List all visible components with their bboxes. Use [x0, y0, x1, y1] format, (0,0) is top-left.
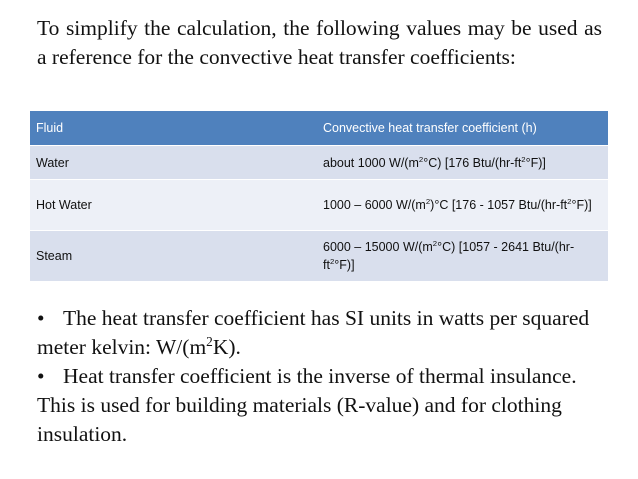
superscript: 2	[206, 333, 213, 349]
table-header-row	[30, 111, 608, 146]
superscript: 2	[418, 154, 424, 164]
intro-paragraph: To simplify the calculation, the following values may be used as a reference for the convective heat transfer coefficients:	[37, 16, 602, 69]
value-text: °C) [1057 - 2641 Btu/(hr-ft	[323, 240, 575, 272]
bullet-text: The heat transfer coefficient has SI units in watts per squared meter kelvin: W/(m	[37, 306, 590, 359]
value-text: 1000 – 6000 W/(m	[323, 198, 426, 212]
fluid-cell: Water	[30, 146, 317, 180]
superscript: 2	[425, 196, 431, 206]
value-text: )°C [176 - 1057 Btu/(hr-ft	[430, 198, 568, 212]
bullet-text: Heat transfer coefficient is the inverse of thermal insulance. This is used for building materials (R-value) and for clothing insulation.	[37, 364, 577, 446]
superscript: 2	[521, 154, 526, 164]
value-text: °F)]	[334, 258, 355, 272]
superscript: 2	[432, 238, 438, 248]
value-text: 6000 – 15000 W/(m	[323, 240, 433, 254]
bullet-list	[37, 304, 612, 449]
fluid-cell: Hot Water	[30, 180, 317, 231]
header-fluid: Fluid	[30, 111, 317, 146]
coefficient-cell	[317, 180, 608, 231]
bullet-icon: •	[37, 364, 45, 388]
value-text: °C) [176 Btu/(hr-ft	[423, 155, 522, 170]
table-row	[30, 231, 608, 282]
superscript: 2	[329, 256, 335, 266]
bullet-icon: •	[37, 306, 45, 330]
bullet-item	[37, 362, 612, 449]
value-text: °F)]	[571, 198, 592, 212]
fluid-cell: Steam	[30, 231, 317, 282]
coefficient-cell	[317, 231, 608, 282]
superscript: 2	[567, 196, 572, 206]
bullet-text: K).	[212, 335, 241, 359]
table-row	[30, 180, 608, 231]
value-text: °F)]	[525, 155, 546, 170]
table-row	[30, 146, 608, 180]
bullet-item	[37, 304, 612, 362]
header-coefficient: Convective heat transfer coefficient (h)	[317, 111, 608, 146]
value-text: about 1000 W/(m	[323, 155, 419, 170]
coefficient-table	[30, 111, 608, 282]
coefficient-cell	[317, 146, 608, 180]
